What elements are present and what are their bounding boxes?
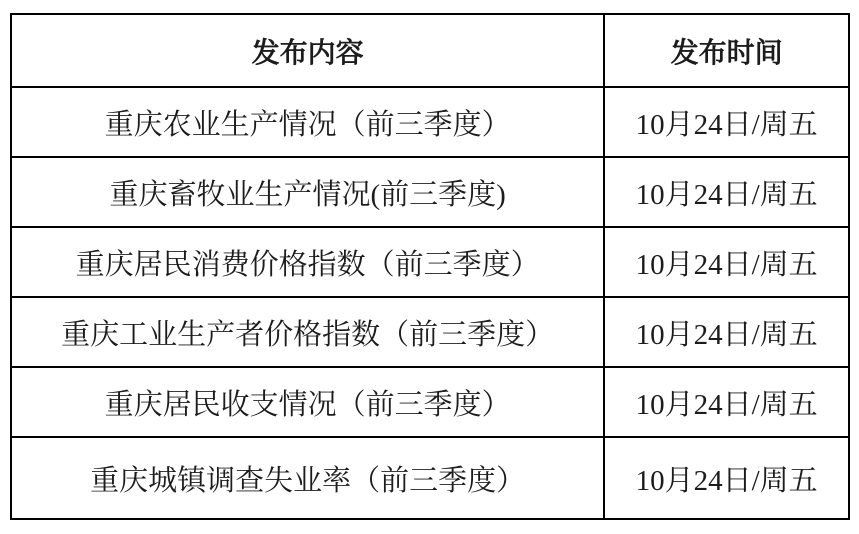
content-cell: 重庆畜牧业生产情况(前三季度)	[11, 157, 604, 227]
time-cell: 10月24日/周五	[604, 87, 849, 157]
table-row	[11, 367, 849, 437]
time-cell: 10月24日/周五	[604, 437, 849, 519]
time-cell: 10月24日/周五	[604, 297, 849, 367]
release-schedule-table	[10, 13, 850, 520]
content-cell: 重庆城镇调查失业率（前三季度）	[11, 437, 604, 519]
table-row	[11, 227, 849, 297]
content-cell: 重庆居民收支情况（前三季度）	[11, 367, 604, 437]
table-header-row	[11, 14, 849, 87]
time-cell: 10月24日/周五	[604, 367, 849, 437]
content-cell: 重庆居民消费价格指数（前三季度）	[11, 227, 604, 297]
header-content-column: 发布内容	[11, 14, 604, 87]
table-body	[11, 87, 849, 519]
content-cell: 重庆农业生产情况（前三季度）	[11, 87, 604, 157]
table-row	[11, 437, 849, 519]
table-row	[11, 297, 849, 367]
time-cell: 10月24日/周五	[604, 227, 849, 297]
table-row	[11, 157, 849, 227]
header-time-column: 发布时间	[604, 14, 849, 87]
time-cell: 10月24日/周五	[604, 157, 849, 227]
content-cell: 重庆工业生产者价格指数（前三季度）	[11, 297, 604, 367]
table-row	[11, 87, 849, 157]
